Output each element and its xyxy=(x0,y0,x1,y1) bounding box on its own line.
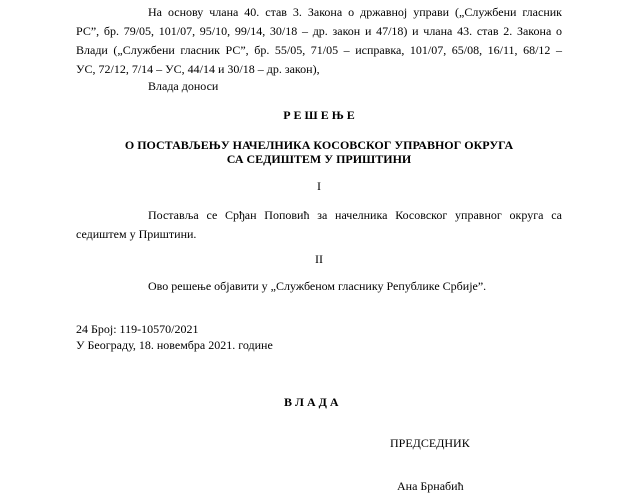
preamble-paragraph xyxy=(76,3,562,79)
section-one-number: I xyxy=(317,179,321,193)
place-and-date: У Београду, 18. новембра 2021. године xyxy=(76,338,273,352)
reference-number: 24 Број: 119-10570/2021 xyxy=(76,322,199,336)
preamble-line-3: Влади („Службени гласник РС”, бр. 55/05, 71/05 – исправка, 101/07, 65/08, 16/11, 68/12 – xyxy=(76,43,562,57)
issuer-line: Влада доноси xyxy=(148,79,219,93)
government-signature-label: В Л А Д А xyxy=(284,395,339,409)
preamble-line-2: РС”, бр. 79/05, 101/07, 95/10, 99/14, 30/18 – др. закон и 47/18) и члана 43. став 2. Закона о xyxy=(76,24,562,38)
section-one-paragraph xyxy=(76,206,562,244)
section-two-number: II xyxy=(315,252,323,266)
signatory-name: Ана Брнабић xyxy=(397,479,464,493)
signatory-title: ПРЕДСЕДНИК xyxy=(390,436,470,450)
preamble-line-1: На основу члана 40. став 3. Закона о државној управи („Службени гласник xyxy=(148,5,562,19)
section-one-line-1: Поставља се Срђан Поповић за начелника Косовског управног округа са xyxy=(148,208,562,222)
subject-heading-line-1: О ПОСТАВЉЕЊУ НАЧЕЛНИКА КОСОВСКОГ УПРАВНОГ ОКРУГА xyxy=(124,138,514,152)
preamble-line-4: УС, 72/12, 7/14 – УС, 44/14 и 30/18 – др. закон), xyxy=(76,62,320,76)
section-two-text: Ово решење објавити у „Службеном гласнику Републике Србије”. xyxy=(148,279,487,293)
subject-heading-line-2: СА СЕДИШТЕМ У ПРИШТИНИ xyxy=(226,152,412,166)
section-one-line-2: седиштем у Приштини. xyxy=(76,227,197,241)
document-type-heading: Р Е Ш Е Њ Е xyxy=(283,108,355,122)
